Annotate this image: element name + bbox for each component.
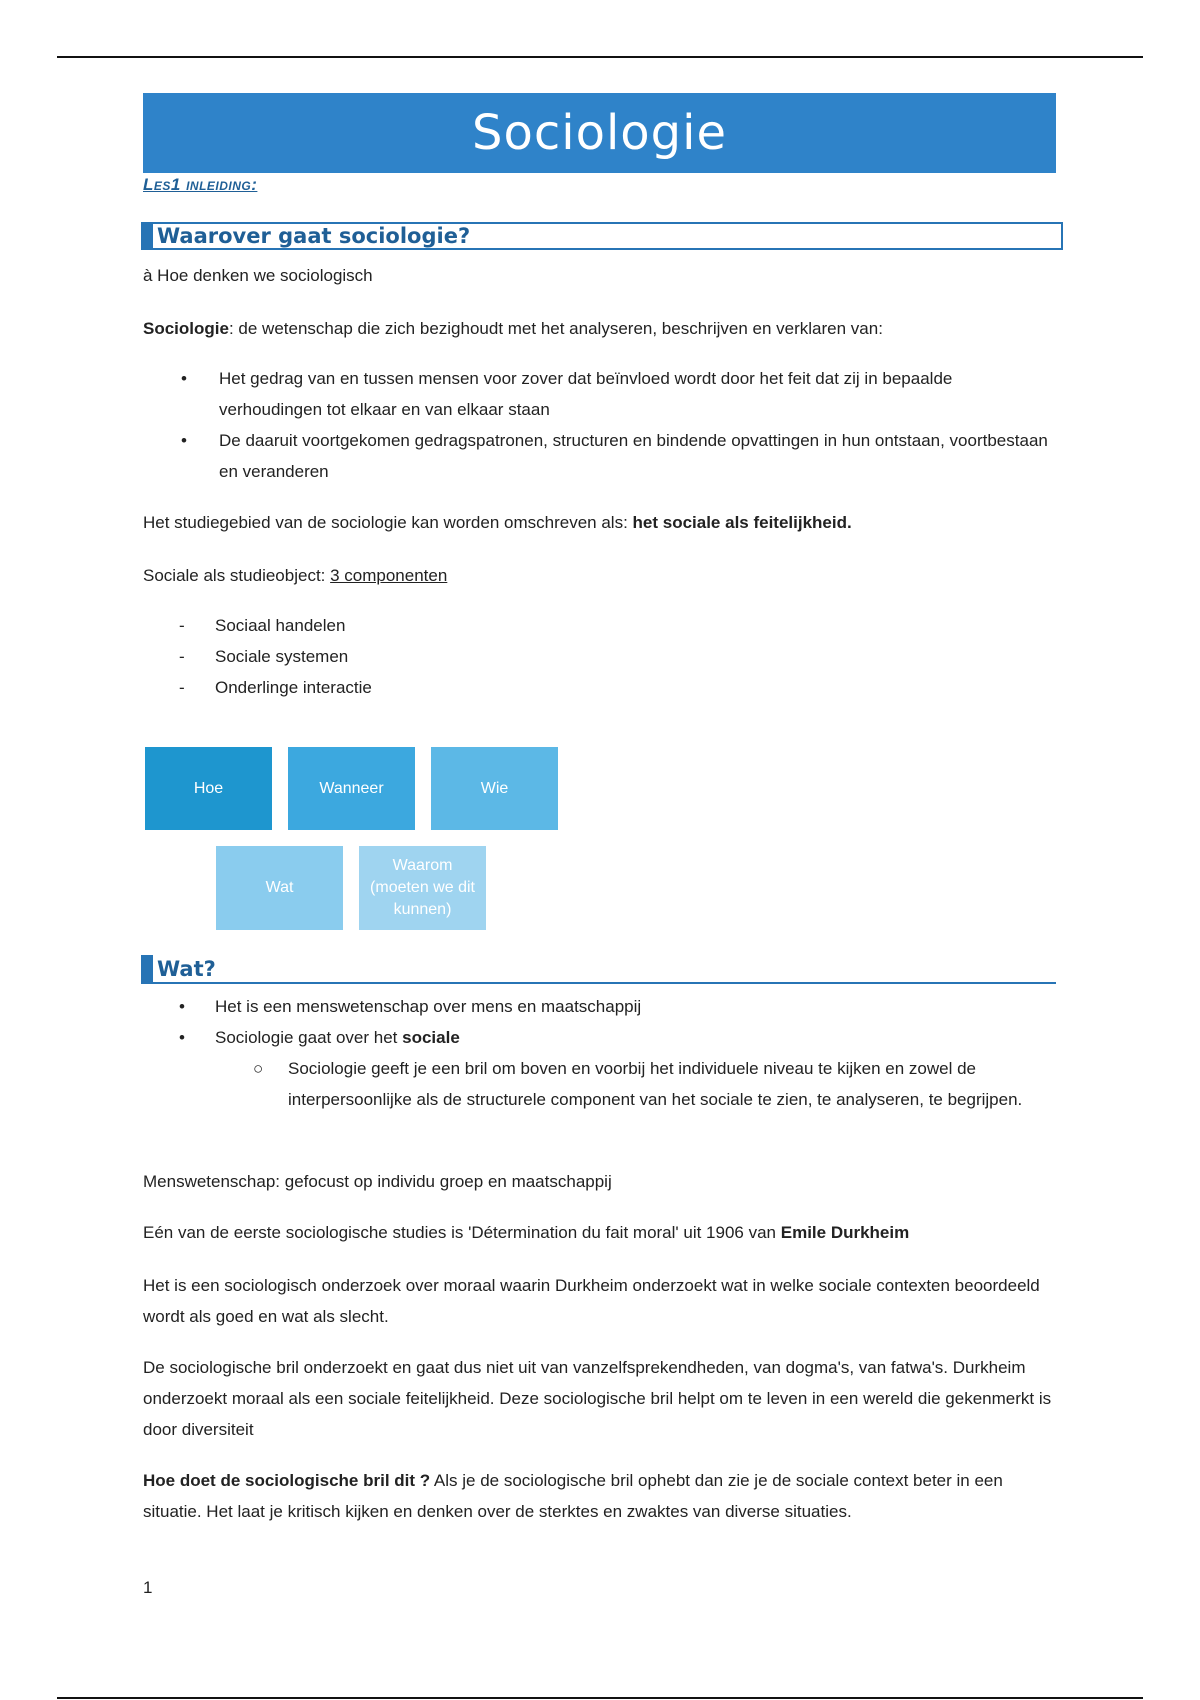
studieobject-paragraph: Sociale als studieobject: 3 componenten <box>143 566 448 585</box>
diagram-box-hoe: Hoe <box>145 747 272 830</box>
definition-term: Sociologie <box>143 319 229 338</box>
circle-bullet-icon: ○ <box>253 1059 264 1078</box>
list-item: • De daaruit voortgekomen gedragspatronen, structuren en bindende opvattingen in hun ontstaan, voortbestaan en veranderen <box>143 425 1053 487</box>
components-list <box>143 610 1053 703</box>
definition-text: : de wetenschap die zich bezighoudt met het analyseren, beschrijven en verklaren van: <box>228 319 883 338</box>
lesson-heading: Les1 inleiding: <box>143 175 258 194</box>
header-rule <box>57 56 1143 58</box>
list-item: • Het gedrag van en tussen mensen voor zover dat beïnvloed wordt door het feit dat zij in bepaalde verhoudingen tot elkaar en van elkaar staan <box>143 363 1053 425</box>
dash-icon: - <box>179 678 185 697</box>
componenten-link: 3 componenten <box>330 566 448 585</box>
definition-paragraph <box>143 313 1053 344</box>
list-item: ○ Sociologie geeft je een bril om boven en voorbij het individuele niveau te kijken en zowel de interpersoonlijke als de structurele component van het sociale te zien, te analyseren, te begrijpen. <box>143 1053 1053 1115</box>
studiegebied-paragraph: Het studiegebied van de sociologie kan worden omschreven als: het sociale als feitelijkheid. <box>143 513 852 532</box>
page-title: Sociologie <box>472 105 727 161</box>
list-item: - Onderlinge interactie <box>143 672 1053 703</box>
list-item: - Sociale systemen <box>143 641 1053 672</box>
bullet-dot-icon: • <box>179 1028 185 1047</box>
title-banner <box>143 93 1056 173</box>
definition-bullets <box>143 363 1053 487</box>
durkheim-paragraph: Eén van de eerste sociologische studies is 'Détermination du fait moral' uit 1906 van Emile Durkheim <box>143 1223 910 1242</box>
list-item: • Sociologie gaat over het sociale <box>143 1022 1053 1053</box>
onderzoek-paragraph: Het is een sociologisch onderzoek over moraal waarin Durkheim onderzoekt wat in welke sociale contexten beoordeeld wordt als goed en wat als slecht. <box>143 1276 1040 1326</box>
diagram-box-wanneer: Wanneer <box>288 747 415 830</box>
section-heading-text: Wat? <box>157 956 216 981</box>
hoe-paragraph: Hoe doet de sociologische bril dit ? Als je de sociologische bril ophebt dan zie je de sociale context beter in een situatie. Het laat je kritisch kijken en denken over de sterktes en zwaktes van diverse situaties. <box>143 1471 1003 1521</box>
bril-paragraph: De sociologische bril onderzoekt en gaat dus niet uit van vanzelfsprekendheden, van dogma's, van fatwa's. Durkheim onderzoekt moraal als een sociale feitelijkheid. Deze sociologische bril helpt om te leven in een wereld die gekenmerkt is door diversiteit <box>143 1358 1052 1439</box>
footer-rule <box>57 1697 1143 1699</box>
list-item: - Sociaal handelen <box>143 610 1053 641</box>
intro-line: à Hoe denken we sociologisch <box>143 266 373 285</box>
bullet-dot-icon: • <box>181 369 187 388</box>
dash-icon: - <box>179 616 185 635</box>
section-heading-waarover <box>141 222 1063 250</box>
dash-icon: - <box>179 647 185 666</box>
section-heading-text: Waarover gaat sociologie? <box>157 224 471 248</box>
diagram-box-wat: Wat <box>216 846 343 930</box>
menswetenschap-paragraph: Menswetenschap: gefocust op individu groep en maatschappij <box>143 1172 612 1191</box>
bullet-dot-icon: • <box>181 431 187 450</box>
page-number: 1 <box>143 1578 153 1597</box>
section-heading-wat <box>141 955 1056 984</box>
wat-bullets <box>143 991 1053 1115</box>
diagram-box-waarom: Waarom (moeten we dit kunnen) <box>359 846 486 930</box>
list-item: • Het is een menswetenschap over mens en maatschappij <box>143 991 1053 1022</box>
diagram-box-wie: Wie <box>431 747 558 830</box>
bullet-dot-icon: • <box>179 997 185 1016</box>
